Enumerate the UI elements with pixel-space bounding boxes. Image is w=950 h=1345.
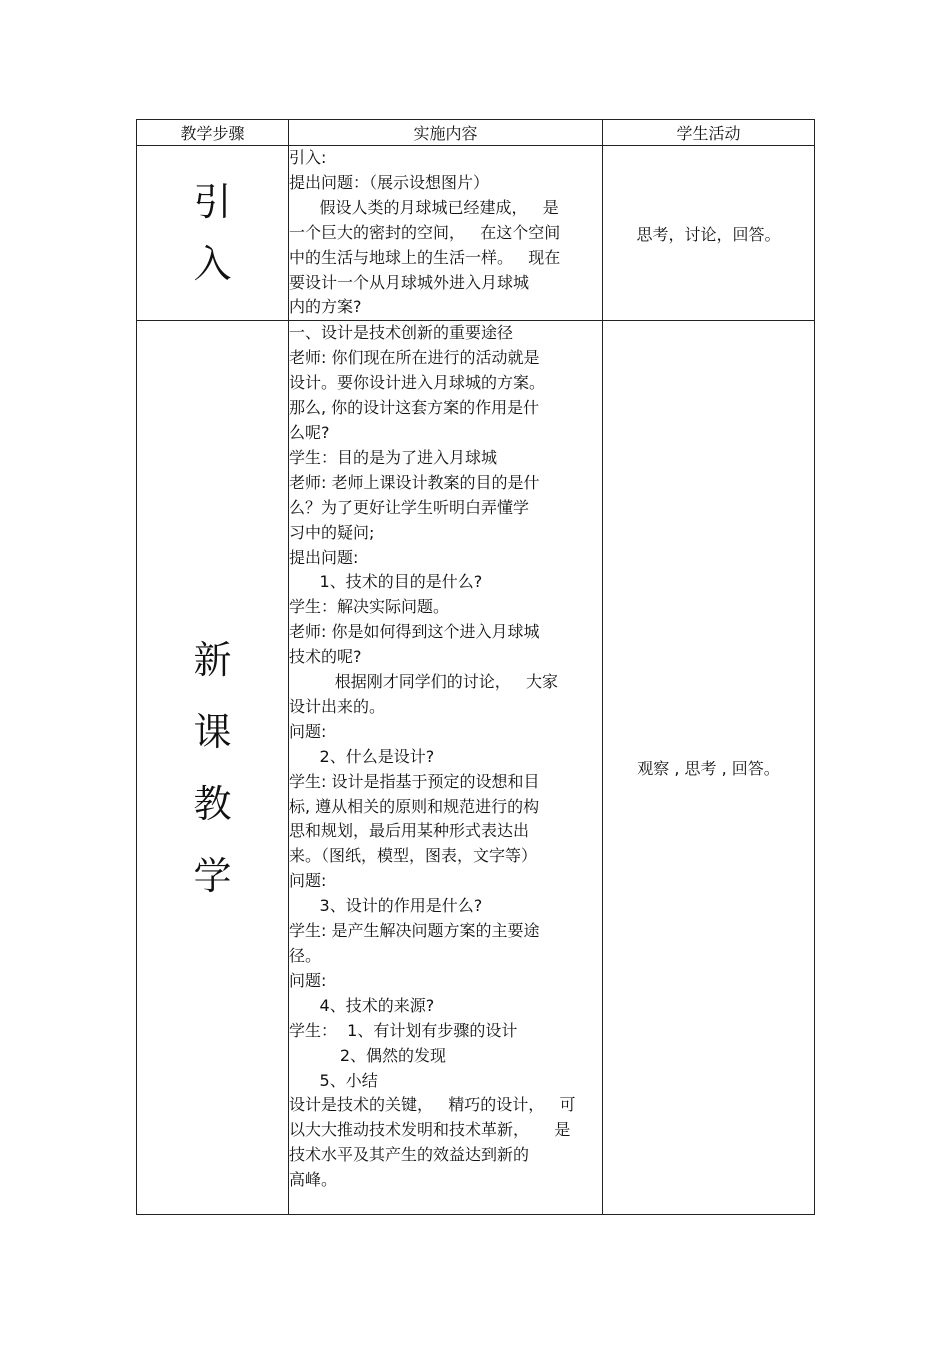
new-lesson-step-char: 课 [193, 709, 232, 754]
new-lesson-line: 设计。要你设计进入月球城的方案。 [289, 373, 546, 393]
new-lesson-line: 老师: 老师上课设计教案的目的是什 [289, 472, 540, 492]
new-lesson-line: 问题: [289, 871, 327, 891]
new-lesson-line: 么？为了更好让学生听明白弄懂学 [289, 497, 530, 517]
intro-step-cell [137, 146, 289, 321]
new-lesson-line: 以大大推动技术发明和技术革新， 是 [289, 1120, 571, 1140]
new-lesson-line: 2、偶然的发现 [289, 1045, 447, 1065]
new-lesson-line: 技术的呢? [289, 647, 362, 667]
new-lesson-line: 一、设计是技术创新的重要途径 [289, 323, 514, 343]
new-lesson-line: 标, 遵从相关的原则和规范进行的构 [289, 796, 540, 816]
intro-step-char: 入 [193, 242, 232, 287]
intro-step-char: 引 [193, 180, 232, 225]
new-lesson-line: 根据刚才同学们的讨论， 大家 [289, 672, 559, 692]
new-lesson-line: 问题: [289, 721, 327, 741]
intro-line: 中的生活与地球上的生活一样。 现在 [289, 247, 561, 267]
intro-line: 内的方案? [289, 297, 362, 317]
new-lesson-step-cell [137, 321, 289, 1215]
new-lesson-line: 技术水平及其产生的效益达到新的 [289, 1145, 530, 1165]
new-lesson-row [137, 321, 815, 1215]
new-lesson-line: 提出问题: [289, 547, 359, 567]
new-lesson-line: 问题: [289, 970, 327, 990]
new-lesson-line: 学生：解决实际问题。 [289, 597, 450, 617]
new-lesson-line: 学生：目的是为了进入月球城 [289, 447, 498, 467]
new-lesson-line: 来。（图纸，模型，图表，文字等） [289, 846, 538, 866]
new-lesson-step-char: 教 [193, 781, 232, 826]
new-lesson-content-cell [289, 321, 603, 1215]
intro-line: 要设计一个从月球城外进入月球城 [289, 272, 530, 292]
new-lesson-line: 5、小结 [289, 1070, 378, 1090]
new-lesson-line: 4、技术的来源? [289, 995, 435, 1015]
header-student-activity: 学生活动 [603, 120, 815, 146]
intro-line: 假设人类的月球城已经建成， 是 [289, 197, 559, 217]
new-lesson-line: 设计是技术的关键， 精巧的设计， 可 [289, 1095, 576, 1115]
new-lesson-line: 径。 [289, 946, 322, 965]
intro-line: 提出问题：（展示设想图片） [289, 172, 490, 192]
intro-content-cell [289, 146, 603, 321]
new-lesson-line: 学生: 是产生解决问题方案的主要途 [289, 921, 540, 941]
new-lesson-activity-cell: 观察 , 思考 , 回答。 [603, 321, 815, 1215]
intro-activity-cell: 思考，讨论，回答。 [603, 146, 815, 321]
header-row [137, 120, 815, 146]
new-lesson-line: 老师: 你们现在所在进行的活动就是 [289, 348, 540, 368]
new-lesson-line: 么呢? [289, 422, 330, 442]
new-lesson-line: 那么, 你的设计这套方案的作用是什 [289, 398, 540, 418]
new-lesson-line: 1、技术的目的是什么? [289, 572, 483, 592]
header-implementation-content: 实施内容 [289, 120, 603, 146]
new-lesson-line: 高峰。 [289, 1170, 338, 1190]
new-lesson-line: 思和规划，最后用某种形式表达出 [289, 821, 530, 841]
lesson-plan-table [136, 119, 815, 1215]
new-lesson-line: 设计出来的。 [289, 696, 386, 716]
new-lesson-line: 2、什么是设计? [289, 746, 435, 766]
intro-line: 引入: [289, 148, 327, 167]
new-lesson-step-char: 学 [193, 853, 232, 898]
intro-line: 一个巨大的密封的空间， 在这个空间 [289, 222, 561, 242]
new-lesson-line: 学生： 1、有计划有步骤的设计 [289, 1020, 518, 1040]
new-lesson-line: 老师: 你是如何得到这个进入月球城 [289, 622, 540, 642]
intro-row [137, 146, 815, 321]
header-teaching-step: 教学步骤 [137, 120, 289, 146]
new-lesson-line: 3、设计的作用是什么? [289, 896, 483, 916]
new-lesson-line: 习中的疑问; [289, 522, 375, 542]
new-lesson-line: 学生: 设计是指基于预定的设想和目 [289, 771, 540, 791]
new-lesson-step-char: 新 [193, 637, 232, 682]
